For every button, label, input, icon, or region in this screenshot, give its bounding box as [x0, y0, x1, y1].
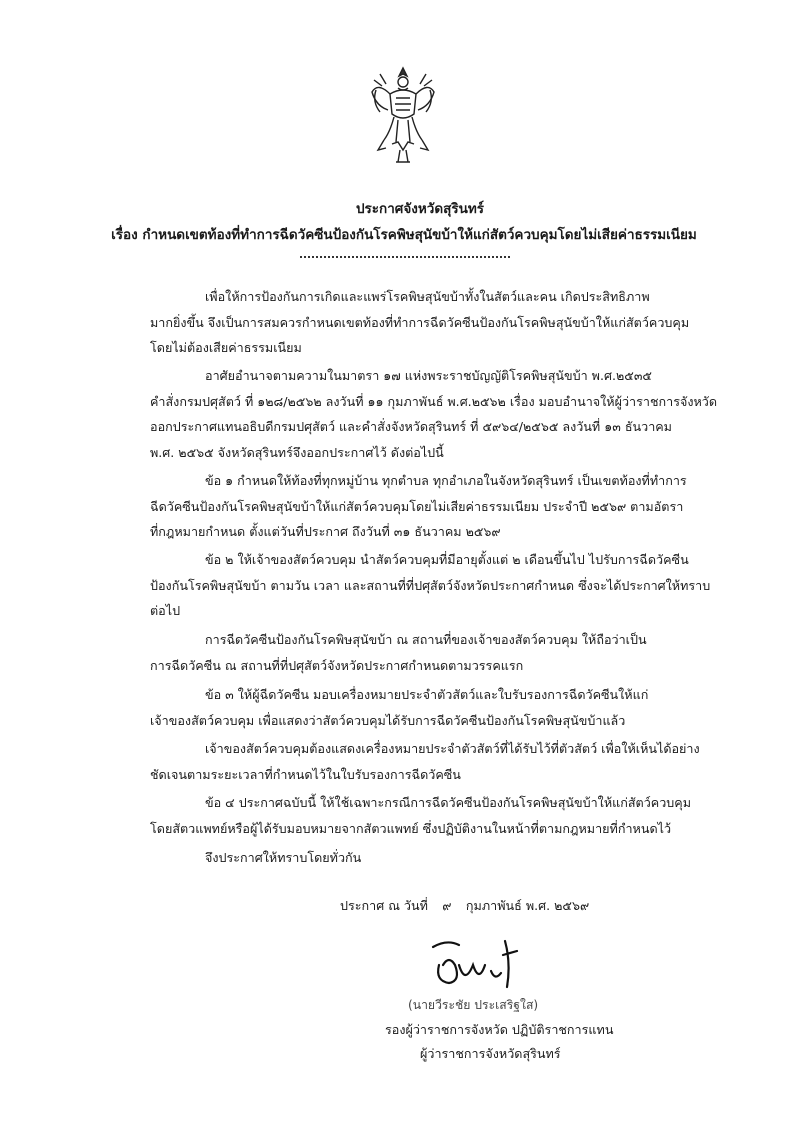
paragraph-line: การฉีดวัคซีนป้องกันโรคพิษสุนัขบ้า ณ สถานที่ของเจ้าของสัตว์ควบคุม ให้ถือว่าเป็น: [205, 632, 647, 647]
paragraph-line: อาศัยอำนาจตามความในมาตรา ๑๗ แห่งพระราชบัญญัติโรคพิษสุนัขบ้า พ.ศ.๒๕๓๕: [205, 368, 652, 383]
paragraph-line: โดยสัตวแพทย์หรือผู้ได้รับมอบหมายจากสัตวแพทย์ ซึ่งปฏิบัติงานในหน้าที่ตามกฎหมายที่กำหนดไว้: [150, 820, 672, 836]
paragraph-line: ต่อไป: [150, 603, 181, 618]
date-prefix: ประกาศ ณ วันที่: [340, 898, 428, 913]
paragraph-clause-3-note: [150, 736, 766, 787]
signatory-name: (นายวีระชัย ประเสริฐใส): [408, 998, 539, 1012]
paragraph-line: ข้อ ๔ ประกาศฉบับนี้ ให้ใช้เฉพาะกรณีการฉีดวัคซีนป้องกันโรคพิษสุนัขบ้าให้แก่สัตว์ควบคุม: [205, 795, 692, 810]
paragraph-line: โดยไม่ต้องเสียค่าธรรมเนียม: [150, 340, 302, 355]
paragraph-closing: [150, 845, 766, 871]
paragraph-clause-3: [150, 682, 766, 733]
paragraph-2: [150, 363, 766, 465]
announcement-date: [340, 896, 589, 916]
paragraph-line: คำสั่งกรมปศุสัตว์ ที่ ๑๒๘/๒๕๖๒ ลงวันที่ ๑๑ กุมภาพันธ์ พ.ศ.๒๕๖๒ เรื่อง มอบอำนาจให้ผู้ว่าราชการจังหวัด: [150, 393, 718, 409]
paragraph-line: ชัดเจนตามระยะเวลาที่กำหนดไว้ในใบรับรองการฉีดวัคซีน: [150, 766, 461, 782]
dotted-divider: [300, 252, 510, 258]
announcement-subject: เรื่อง กำหนดเขตท้องที่ทำการฉีดวัคซีนป้องกันโรคพิษสุนัขบ้าให้แก่สัตว์ควบคุมโดยไม่เสียค่าธรรมเนียม: [111, 227, 697, 243]
paragraph-line: เจ้าของสัตว์ควบคุม เพื่อแสดงว่าสัตว์ควบคุมได้รับการฉีดวัคซีนป้องกันโรคพิษสุนัขบ้าแล้ว: [150, 712, 626, 728]
paragraph-line: มากยิ่งขึ้น จึงเป็นการสมควรกำหนดเขตท้องที่ทำการฉีดวัคซีนป้องกันโรคพิษสุนัขบ้าให้แก่สัตว์ควบคุม: [150, 314, 690, 330]
signatory-position: รองผู้ว่าราชการจังหวัด ปฏิบัติราชการแทน: [385, 1022, 614, 1037]
paragraph-clause-1: [150, 468, 766, 545]
signatory-office: ผู้ว่าราชการจังหวัดสุรินทร์: [420, 1046, 561, 1061]
garuda-emblem-icon: [368, 62, 438, 172]
paragraph-line: ฉีดวัคซีนป้องกันโรคพิษสุนัขบ้าให้แก่สัตว์ควบคุมโดยไม่เสียค่าธรรมเนียม ประจำปี ๒๕๖๙ ตามอัตรา: [150, 498, 684, 514]
date-day: ๙: [442, 898, 452, 913]
paragraph-line: ที่กฎหมายกำหนด ตั้งแต่วันที่ประกาศ ถึงวันที่ ๓๑ ธันวาคม ๒๕๖๙: [150, 524, 501, 539]
paragraph-1: [150, 284, 766, 361]
paragraph-line: ข้อ ๑ กำหนดให้ท้องที่ทุกหมู่บ้าน ทุกตำบล ทุกอำเภอในจังหวัดสุรินทร์ เป็นเขตท้องที่ทำการ: [205, 473, 687, 488]
paragraph-line: พ.ศ. ๒๕๖๕ จังหวัดสุรินทร์จึงออกประกาศไว้ ดังต่อไปนี้: [150, 444, 444, 460]
paragraph-line: เพื่อให้การป้องกันการเกิดและแพร่โรคพิษสุนัขบ้าทั้งในสัตว์และคน เกิดประสิทธิภาพ: [205, 289, 650, 304]
paragraph-clause-2: [150, 547, 766, 624]
paragraph-clause-2-note: [150, 627, 766, 678]
paragraph-line: เจ้าของสัตว์ควบคุมต้องแสดงเครื่องหมายประจำตัวสัตว์ที่ได้รับไว้ที่ตัวสัตว์ เพื่อให้เห็นได้อย่าง: [205, 741, 700, 756]
paragraph-line: ข้อ ๒ ให้เจ้าของสัตว์ควบคุม นำสัตว์ควบคุมที่มีอายุตั้งแต่ ๒ เดือนขึ้นไป ไปรับการฉีดวัคซีน: [205, 552, 689, 567]
date-month-year: กุมภาพันธ์ พ.ศ. ๒๕๖๙: [465, 898, 590, 913]
paragraph-clause-4: [150, 790, 766, 841]
handwritten-signature: [425, 935, 535, 993]
paragraph-line: ข้อ ๓ ให้ผู้ฉีดวัคซีน มอบเครื่องหมายประจำตัวสัตว์และใบรับรองการฉีดวัคซีนให้แก่: [205, 687, 649, 702]
paragraph-line: ออกประกาศแทนอธิบดีกรมปศุสัตว์ และคำสั่งจังหวัดสุรินทร์ ที่ ๕๙๖๔/๒๕๖๕ ลงวันที่ ๑๓ ธันวาคม: [150, 419, 672, 434]
paragraph-line: จึงประกาศให้ทราบโดยทั่วกัน: [205, 850, 362, 865]
announcement-title: ประกาศจังหวัดสุรินทร์: [355, 201, 484, 217]
paragraph-line: การฉีดวัคซีน ณ สถานที่ที่ปศุสัตว์จังหวัดประกาศกำหนดตามวรรคแรก: [150, 657, 524, 673]
paragraph-line: ป้องกันโรคพิษสุนัขบ้า ตามวัน เวลา และสถานที่ที่ปศุสัตว์จังหวัดประกาศกำหนด ซึ่งจะได้ประกาศให้ทราบ: [150, 577, 711, 593]
